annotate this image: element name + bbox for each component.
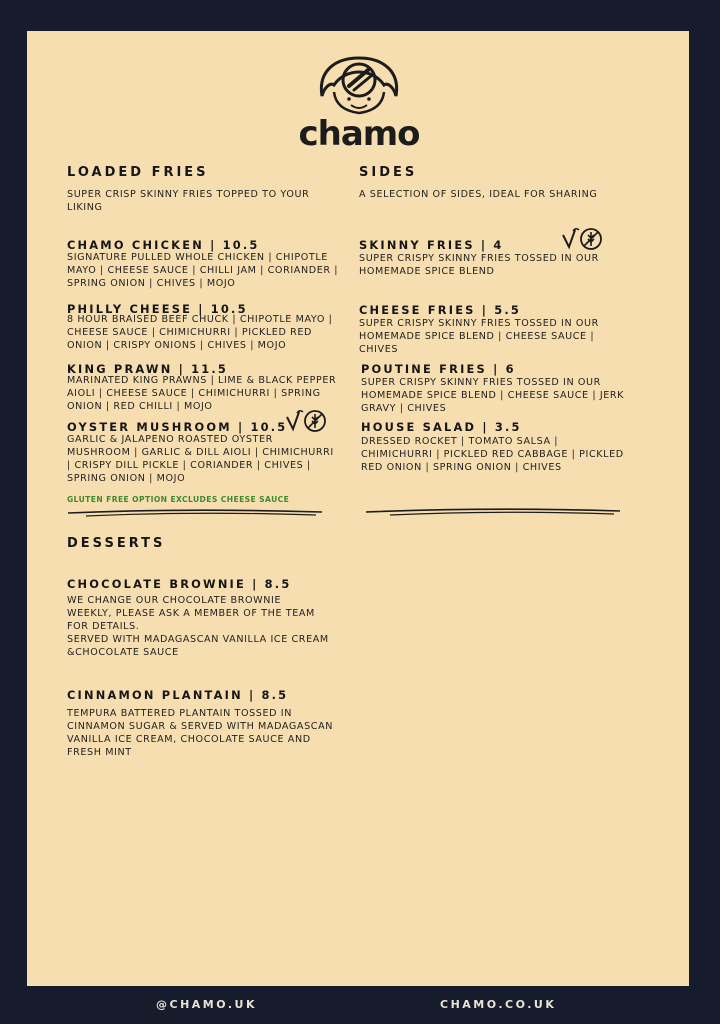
dietary-icons [285,409,329,433]
menu-item-name: CHAMO CHICKEN | 10.5 [67,238,260,252]
menu-item-description: SUPER CRISPY SKINNY FRIES TOSSED IN OUR HOMEMADE SPICE BLEND [359,253,599,277]
menu-item-description: SERVED WITH MADAGASCAN VANILLA ICE CREAM &CHOCOLATE SAUCE [67,634,329,658]
gluten-free-wheat-icon [581,229,601,249]
menu-item-name: OYSTER MUSHROOM | 10.5 [67,420,288,434]
menu-item-description: SIGNATURE PULLED WHOLE CHICKEN | CHIPOTLE MAYO | CHEESE SAUCE | CHILLI JAM | CORIANDER | SPRING ONION | CHIVES | MOJO [67,252,339,289]
menu-item-description: MARINATED KING PRAWNS | LIME & BLACK PEPPER AIOLI | CHEESE SAUCE | CHIMICHURRI | SPRING ONION | RED CHILLI | MOJO [67,375,337,412]
menu-item-description: SUPER CRISPY SKINNY FRIES TOSSED IN OUR HOMEMADE SPICE BLEND | CHEESE SAUCE | JERK GRAVY | CHIVES [361,377,625,414]
section-title-desserts: DESSERTS [67,536,166,551]
menu-item-description: WE CHANGE OUR CHOCOLATE BROWNIE WEEKLY, PLEASE ASK A MEMBER OF THE TEAM FOR DETAILS. [67,595,315,632]
section-title-sides: SIDES [359,165,418,180]
divider [66,507,324,519]
menu-item-name: CHEESE FRIES | 5.5 [359,303,522,317]
menu-item-name: KING PRAWN | 11.5 [67,362,229,376]
chamo-mascot-icon [294,52,424,122]
menu-item-description: TEMPURA BATTERED PLANTAIN TOSSED IN CINNAMON SUGAR & SERVED WITH MADAGASCAN VANILLA ICE CREAM, CHOCOLATE SAUCE AND FRESH MINT [67,708,334,758]
footer-website-link[interactable]: CHAMO.CO.UK [440,998,557,1011]
brand-wordmark: chamo [298,114,420,154]
divider [364,506,622,518]
vegan-v-icon [563,229,579,247]
brand-logo [294,52,424,152]
gluten-free-wheat-icon [305,411,325,431]
menu-item-name: CHOCOLATE BROWNIE | 8.5 [67,577,292,591]
menu-item-description: SUPER CRISPY SKINNY FRIES TOSSED IN OUR HOMEMADE SPICE BLEND | CHEESE SAUCE | CHIVES [359,318,599,355]
menu-item-name: HOUSE SALAD | 3.5 [361,420,522,434]
dietary-icons [561,227,605,251]
menu-item-description: GARLIC & JALAPENO ROASTED OYSTER MUSHROOM | GARLIC & DILL AIOLI | CHIMICHURRI | CRISPY DILL PICKLE | CORIANDER | CHIVES | SPRING ONION | MOJO [67,434,334,484]
section-title-loaded-fries: LOADED FRIES [67,165,209,180]
menu-item-name: PHILLY CHEESE | 10.5 [67,302,248,316]
vegan-v-icon [287,411,303,429]
menu-item-description: 8 HOUR BRAISED BEEF CHUCK | CHIPOTLE MAYO | CHEESE SAUCE | CHIMICHURRI | PICKLED RED ONION | CRISPY ONIONS | CHIVES | MOJO [67,314,333,351]
loaded-fries-intro: SUPER CRISP SKINNY FRIES TOPPED TO YOUR LIKING [67,189,310,213]
menu-item-name: SKINNY FRIES | 4 [359,238,504,252]
menu-item-description: DRESSED ROCKET | TOMATO SALSA | CHIMICHURRI | PICKLED RED CABBAGE | PICKLED RED ONION | SPRING ONION | CHIVES [361,436,624,473]
menu-item-name: CINNAMON PLANTAIN | 8.5 [67,688,289,702]
footer-social-handle[interactable]: @CHAMO.UK [156,998,257,1011]
sides-intro: A SELECTION OF SIDES, IDEAL FOR SHARING [359,189,598,200]
menu-item-name: POUTINE FRIES | 6 [361,362,516,376]
gluten-free-note: GLUTEN FREE OPTION EXCLUDES CHEESE SAUCE [67,495,290,504]
